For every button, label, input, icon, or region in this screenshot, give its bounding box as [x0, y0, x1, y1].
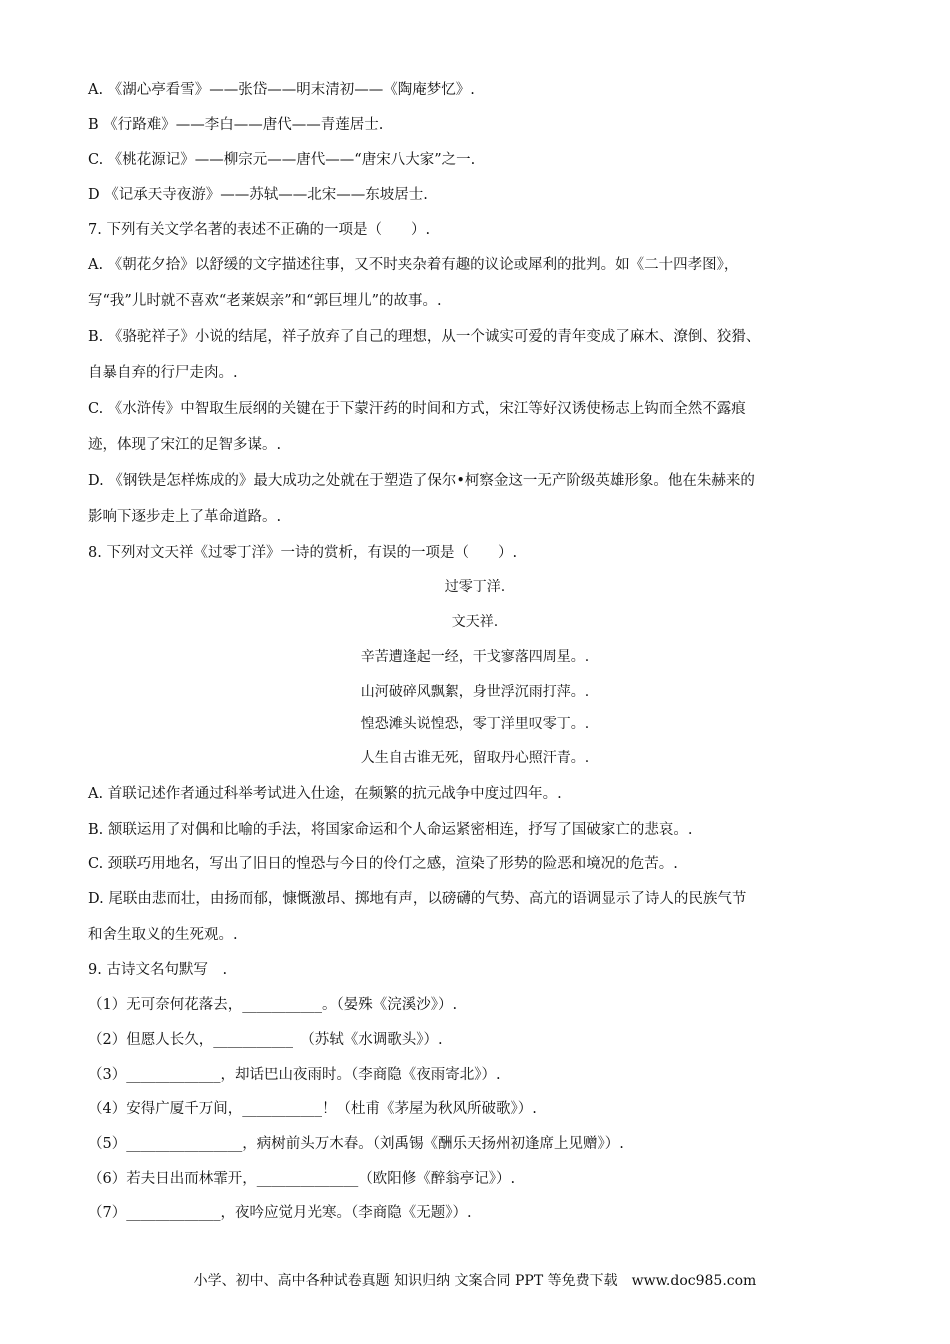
- q9-item-5: （5）________________，病树前头万木春。（刘禹锡《酬乐天扬州初逢席上见赠》）.: [88, 1136, 624, 1152]
- q6-option-d: D 《记承天寺夜游》——苏轼——北宋——东坡居士.: [88, 187, 428, 203]
- q8-stem: 8. 下列对文天祥《过零丁洋》一诗的赏析，有误的一项是（ ）.: [88, 545, 518, 561]
- poem-author: 文天祥.: [451, 614, 499, 630]
- poem-line-4: 人生自古谁无死，留取丹心照汗青。.: [360, 750, 590, 766]
- q7-option-d-line1: D. 《钢铁是怎样炼成的》最大成功之处就在于塑造了保尔•柯察金这一无产阶级英雄形象。他在朱赫来的: [88, 473, 755, 489]
- q7-stem: 7. 下列有关文学名著的表述不正确的一项是（ ）.: [88, 222, 431, 238]
- q9-item-2: （2）但愿人长久，___________ （苏轼《水调歌头》）.: [88, 1032, 443, 1048]
- q9-item-7: （7）_____________，夜吟应觉月光寒。（李商隐《无题》）.: [88, 1205, 472, 1221]
- poem-line-3: 惶恐滩头说惶恐，零丁洋里叹零丁。.: [360, 716, 590, 732]
- q8-option-a: A. 首联记述作者通过科举考试进入仕途，在频繁的抗元战争中度过四年。.: [88, 786, 562, 802]
- q8-option-c: C. 颈联巧用地名，写出了旧日的惶恐与今日的伶仃之感，渲染了形势的险恶和境况的危苦。.: [88, 856, 678, 872]
- q7-option-b-line1: B. 《骆驼祥子》小说的结尾，祥子放弃了自己的理想，从一个诚实可爱的青年变成了麻木、潦倒、狡猾、: [88, 329, 761, 345]
- q7-option-c-line1: C. 《水浒传》中智取生辰纲的关键在于下蒙汗药的时间和方式，宋江等好汉诱使杨志上钩而全然不露痕: [88, 401, 746, 417]
- q8-option-d-line2: 和舍生取义的生死观。.: [88, 927, 238, 943]
- q8-option-b: B. 颔联运用了对偶和比喻的手法，将国家命运和个人命运紧密相连，抒写了国破家亡的悲哀。.: [88, 822, 693, 838]
- poem-line-1: 辛苦遭逢起一经，干戈寥落四周星。.: [360, 649, 590, 665]
- q6-option-a: A. 《湖心亭看雪》——张岱——明末清初——《陶庵梦忆》.: [88, 82, 475, 98]
- q7-option-c-line2: 迹，体现了宋江的足智多谋。.: [88, 437, 282, 453]
- q9-item-1: （1）无可奈何花落去，___________。（晏殊《浣溪沙》）.: [88, 997, 458, 1013]
- q9-stem: 9. 古诗文名句默写 .: [88, 962, 228, 978]
- q9-item-4: （4）安得广厦千万间，___________！（杜甫《茅屋为秋风所破歌》）.: [88, 1101, 537, 1117]
- poem-line-2: 山河破碎风飘絮，身世浮沉雨打萍。.: [360, 684, 590, 700]
- page-footer: 小学、初中、高中各种试卷真题 知识归纳 文案合同 PPT 等免费下载 www.doc985.com: [193, 1273, 757, 1289]
- q7-option-a-line2: 写“我”儿时就不喜欢“老莱娱亲”和“郭巨埋儿”的故事。.: [88, 293, 442, 309]
- q6-option-c: C. 《桃花源记》——柳宗元——唐代——“唐宋八大家”之一.: [88, 152, 476, 168]
- q7-option-d-line2: 影响下逐步走上了革命道路。.: [88, 509, 282, 525]
- q9-item-6: （6）若夫日出而林霏开，______________（欧阳修《醉翁亭记》）.: [88, 1171, 516, 1187]
- q7-option-a-line1: A. 《朝花夕拾》以舒缓的文字描述往事，又不时夹杂着有趣的议论或犀利的批判。如《二十四孝图》，: [88, 257, 739, 273]
- q8-option-d-line1: D. 尾联由悲而壮，由扬而郁，慷慨激昂、掷地有声，以磅礴的气势、高亢的语调显示了诗人的民族气节: [88, 891, 747, 907]
- q9-item-3: （3）_____________，却话巴山夜雨时。（李商隐《夜雨寄北》）.: [88, 1067, 501, 1083]
- q6-option-b: B 《行路难》——李白——唐代——青莲居士.: [88, 117, 384, 133]
- poem-title: 过零丁洋.: [444, 579, 506, 595]
- q7-option-b-line2: 自暴自弃的行尸走肉。.: [88, 365, 238, 381]
